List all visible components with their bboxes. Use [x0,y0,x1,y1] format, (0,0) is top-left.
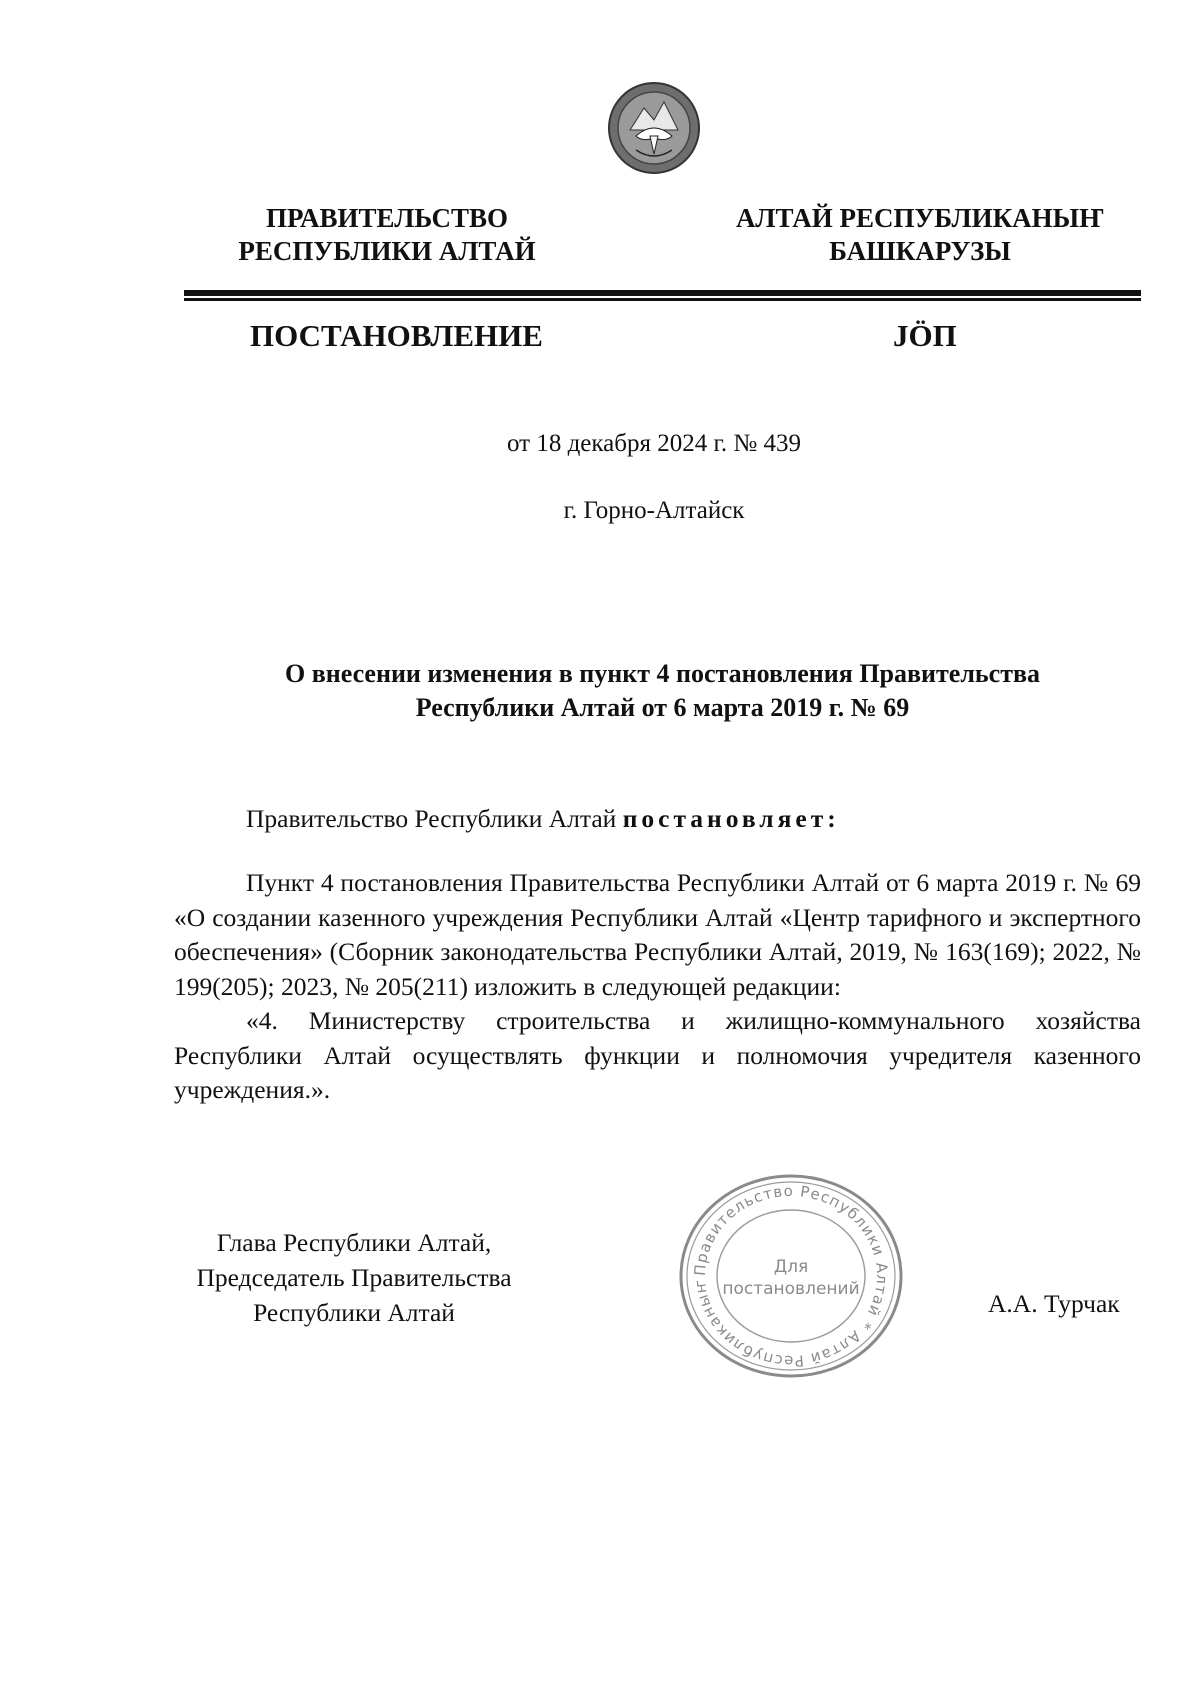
city: г. Горно-Алтайск [563,497,745,524]
stamp-center-line2: постановлений [722,1279,860,1299]
header-right-line1: АЛТАЙ РЕСПУБЛИКАНЫҤ [735,203,1105,233]
body-paragraph-1: Пункт 4 постановления Правительства Республики Алтай от 6 марта 2019 г. № 69 «О создании казенного учреждения Республики Алтай «Центр тарифного и экспертного обеспечения» (Сборник законодательства Республики Алтай, 2019, № 163(169); 2022, № 199(205); 2023, № 205(211) изложить в следующей редакции: [174,868,1141,1001]
header-left-line2: РЕСПУБЛИКИ АЛТАЙ [238,236,536,266]
header-right [720,202,1120,268]
title-line2: Республики Алтай от 6 марта 2019 г. № 69 [415,693,910,722]
date-number: от 18 декабря 2024 г. № 439 [506,430,802,457]
header-left [222,202,552,268]
preamble [174,802,1141,837]
signatory-line2: Председатель Правительства [196,1263,512,1292]
signatory-title [174,1225,534,1330]
header-left-line1: ПРАВИТЕЛЬСТВО [265,203,509,233]
signatory-line1: Глава Республики Алтай, [216,1228,492,1257]
preamble-emphasis: постановляет: [622,804,840,833]
doc-type-left: ПОСТАНОВЛЕНИЕ [250,318,543,353]
doc-type-right: JӦП [893,318,957,353]
coat-of-arms-icon [606,80,702,176]
header-right-line2: БАШКАРУЗЫ [829,236,1011,266]
official-stamp [677,1172,905,1380]
header-divider-thick [184,290,1141,296]
signatory-line3: Республики Алтай [253,1298,455,1327]
document-title [184,657,1141,725]
title-line1: О внесении изменения в пункт 4 постановления Правительства [284,659,1041,688]
document-body [174,866,1141,1108]
stamp-center-line1: Для [773,1257,809,1277]
preamble-text: Правительство Республики Алтай [246,804,623,833]
body-paragraph-2: «4. Министерству строительства и жилищно-коммунального хозяйства Республики Алтай осуществлять функции и полномочия учредителя казенного учреждения.». [174,1006,1141,1104]
signatory-name: А.А. Турчак [988,1289,1120,1318]
header-divider-thin [184,298,1141,301]
stamp-ring-text: Правительство Республики Алтай * Алтай Республиканыҥ [690,1181,892,1371]
